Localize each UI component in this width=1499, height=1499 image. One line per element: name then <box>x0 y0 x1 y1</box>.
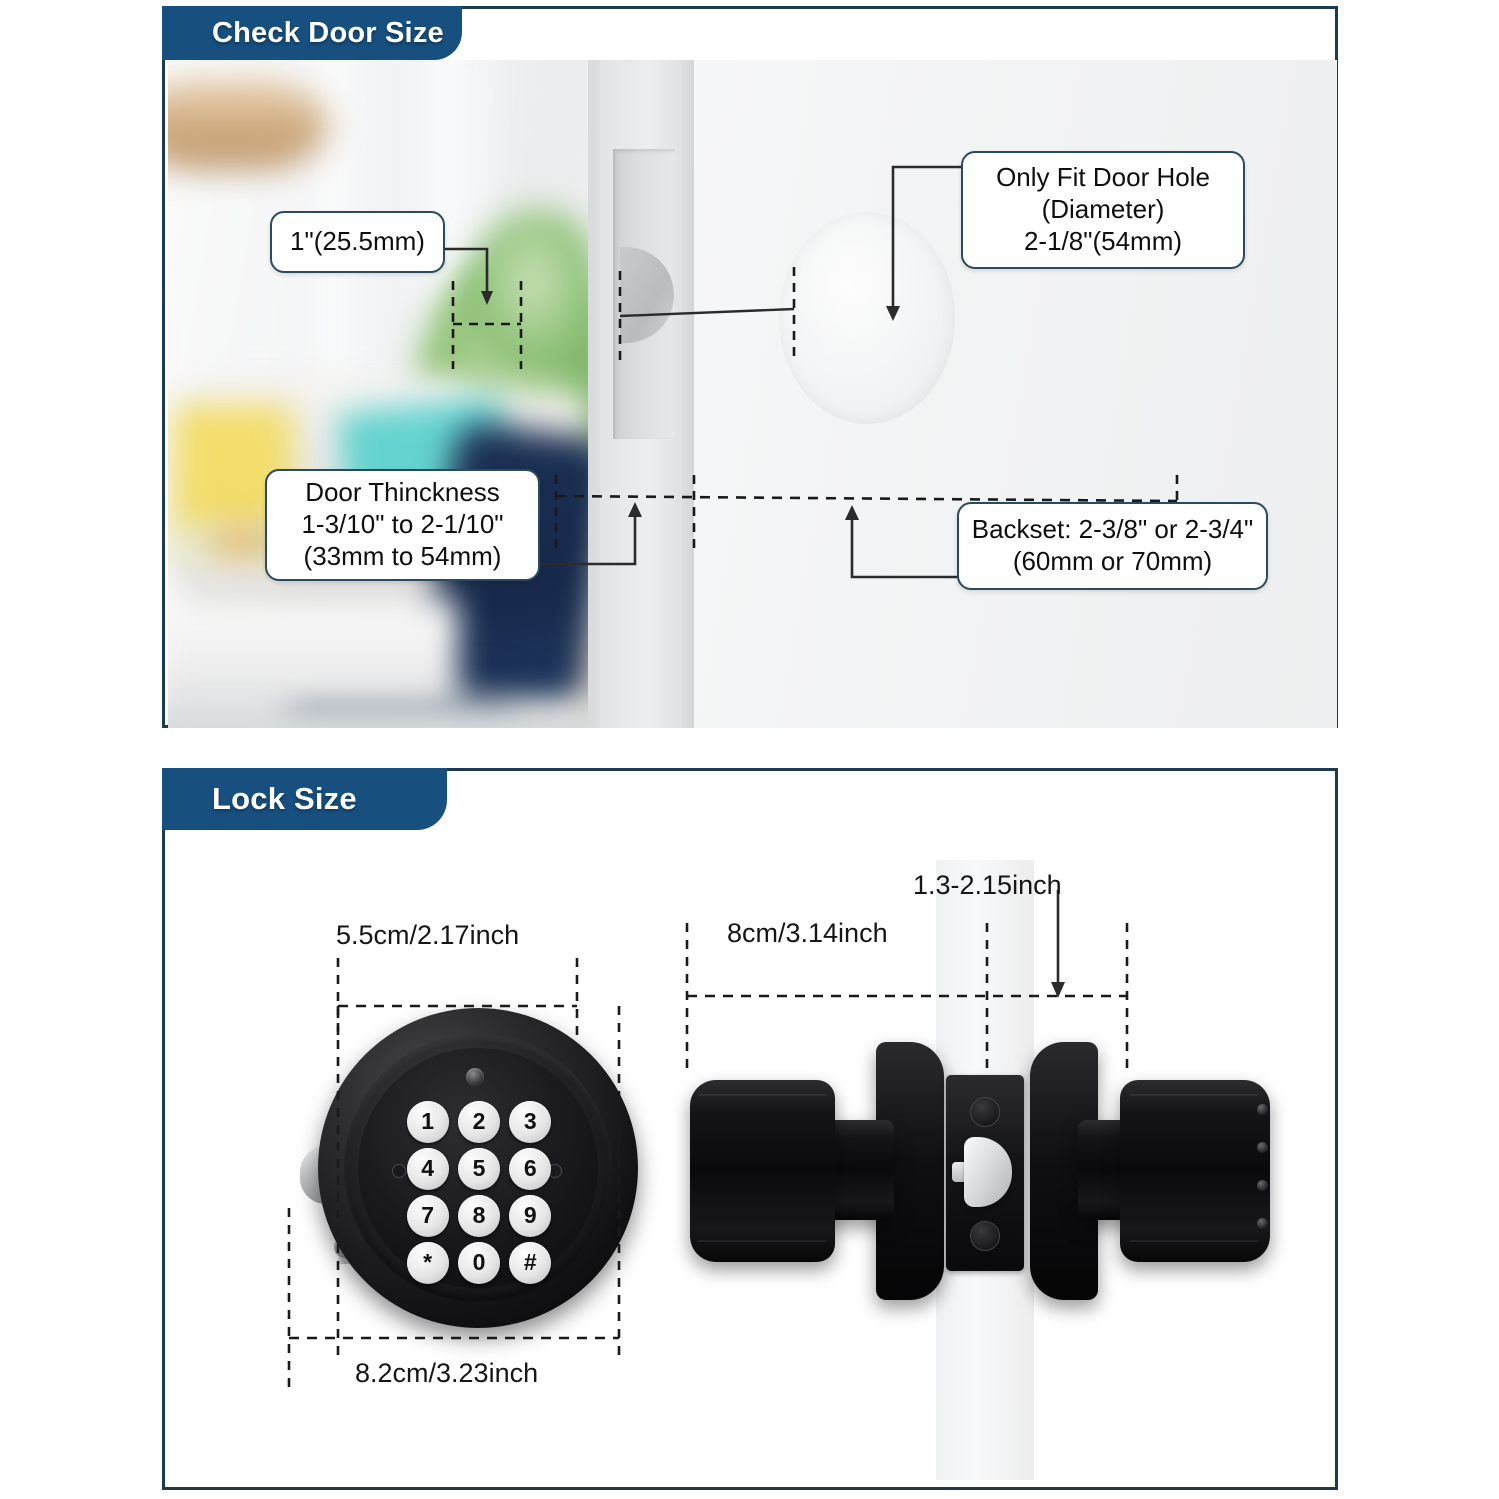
room-photo <box>168 60 588 728</box>
callout-door-thickness <box>265 469 540 581</box>
knob-rib-icon <box>1257 1180 1268 1191</box>
keypad-key[interactable]: 4 <box>407 1148 449 1190</box>
callout-door-thickness-line2: 1-3/10" to 2-1/10" <box>301 509 504 540</box>
keypad-key[interactable]: # <box>509 1242 551 1284</box>
callout-door-hole-line3: 2-1/8"(54mm) <box>1023 225 1183 256</box>
faceplate-screw-top-icon <box>970 1097 1000 1127</box>
callout-door-hole-line1: Only Fit Door Hole <box>996 162 1210 193</box>
keypad-key[interactable]: 7 <box>407 1195 449 1237</box>
door-bore-hole <box>779 212 955 424</box>
keypad-key[interactable]: 3 <box>509 1101 551 1143</box>
check-door-size-banner <box>162 6 462 60</box>
dimension-faceplate-width-label: 8.2cm/3.23inch <box>355 1358 539 1388</box>
callout-door-thickness-line1: Door Thinckness <box>305 477 500 508</box>
callout-door-hole <box>961 151 1245 269</box>
dimension-keypad-width <box>336 920 519 951</box>
keypad-grid[interactable] <box>404 1100 554 1284</box>
photo-lamp-shade <box>168 80 328 170</box>
knob-right <box>1120 1080 1270 1262</box>
dimension-door-thickness-range <box>913 870 1062 901</box>
knob-rib-icon <box>1257 1142 1268 1153</box>
status-led-icon <box>466 1068 484 1086</box>
callout-backset-line2: (60mm or 70mm) <box>1012 546 1213 576</box>
dimension-knob-projection-label: 8cm/3.14inch <box>727 918 888 948</box>
callout-latch-thickness <box>270 211 445 273</box>
lock-side-view <box>690 1020 1310 1320</box>
callout-backset <box>957 502 1268 590</box>
photo-rug <box>168 700 588 728</box>
dimension-faceplate-width <box>355 1358 538 1389</box>
keypad-key[interactable]: 1 <box>407 1101 449 1143</box>
keypad-key[interactable]: 2 <box>458 1101 500 1143</box>
keypad-lock-assembly <box>300 1000 640 1340</box>
faceplate-screw-bottom-icon <box>970 1221 1000 1251</box>
dimension-knob-projection <box>727 918 888 949</box>
callout-door-thickness-line3: (33mm to 54mm) <box>303 540 502 571</box>
dimension-keypad-width-label: 5.5cm/2.17inch <box>336 920 520 950</box>
keypad-key[interactable]: * <box>407 1242 449 1284</box>
keypad-key[interactable]: 5 <box>458 1148 500 1190</box>
check-door-size-banner-label: Check Door Size <box>212 16 444 49</box>
knob-rib-icon <box>1257 1104 1268 1115</box>
callout-latch-thickness-line1: 1"(25.5mm) <box>290 226 425 257</box>
photo-coffee-table <box>168 600 458 710</box>
keypad-key[interactable]: 6 <box>509 1148 551 1190</box>
keypad-key[interactable]: 9 <box>509 1195 551 1237</box>
callout-door-hole-line2: (Diameter) <box>1041 194 1165 225</box>
knob-left <box>690 1080 835 1262</box>
keypad-key[interactable]: 8 <box>458 1195 500 1237</box>
lock-size-banner <box>162 768 447 830</box>
callout-backset-line1: Backset: 2-3/8" or 2-3/4" <box>971 514 1254 545</box>
knob-rib-icon <box>1257 1218 1268 1229</box>
lock-size-banner-label: Lock Size <box>212 781 357 816</box>
keypad-key[interactable]: 0 <box>458 1242 500 1284</box>
dimension-door-thickness-range-label: 1.3-2.15inch <box>913 870 1062 900</box>
check-door-size-panel <box>162 6 1338 728</box>
